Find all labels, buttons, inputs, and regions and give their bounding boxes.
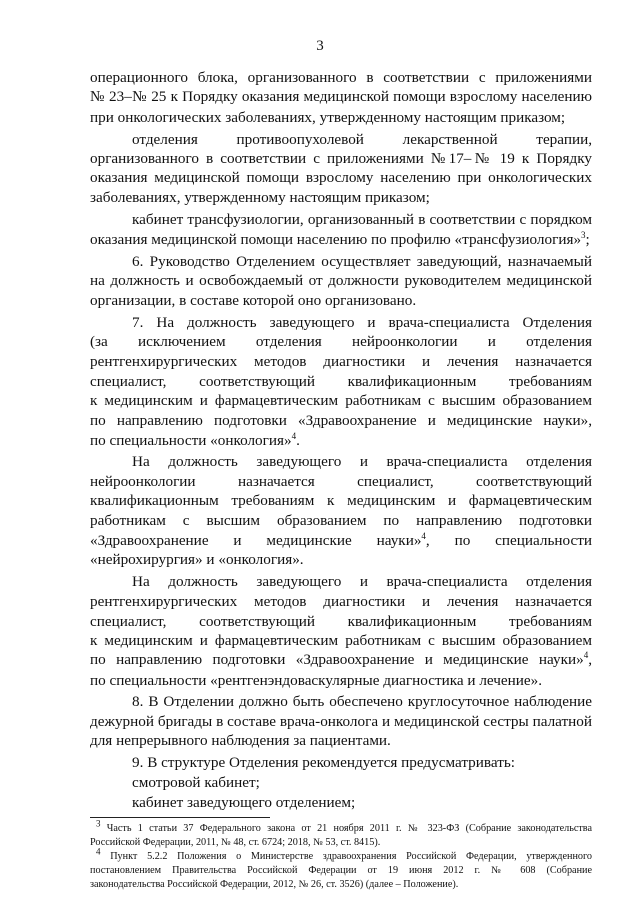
footnote-line: законодательства Российской Федерации, 2012, № 26, ст. 3526) (далее – Положение). bbox=[90, 879, 459, 890]
text-line: (за исключением отделения нейроонкологии и отделения bbox=[90, 333, 592, 350]
footnote-separator bbox=[90, 817, 270, 818]
text-line: смотровой кабинет; bbox=[132, 774, 260, 791]
text-line: оказания медицинской помощи взрослому населению при онкологических bbox=[90, 169, 592, 186]
text-line: дежурной бригады в составе врача-онколога и медицинской сестры палатной bbox=[90, 713, 592, 730]
footnote-line: $^3$ Часть 1 статьи 37 Федерального закона от 21 ноября 2011 г. № 323-ФЗ (Собрание законодательства bbox=[96, 818, 593, 834]
footnote-ref: 3 bbox=[581, 229, 586, 240]
text-line: 6. Руководство Отделением осуществляет заведующий, назначаемый bbox=[132, 253, 592, 270]
text-line: работникам с высшим образованием по направлению подготовки bbox=[90, 512, 592, 529]
text-line: организованного в соответствии с приложениями №17–№ 19 к Порядку bbox=[90, 150, 592, 167]
footnote-line: $^4$ Пункт 5.2.2 Положения о Министерстве здравоохранения Российской Федерации, утвержденного bbox=[96, 846, 593, 862]
text-line: «Здравоохранение и медицинские науки»$^4$, по специальности bbox=[90, 530, 592, 549]
text-line: На должность заведующего и врача-специалиста отделения bbox=[132, 453, 592, 470]
footnote-line: постановлением Правительства Российской Федерации от 19 июня 2012 г. № 608 (Собрание bbox=[90, 865, 592, 876]
text-line: кабинет заведующего отделением; bbox=[132, 794, 356, 811]
text-line: оказания медицинской помощи населению по профилю «трансфузиология»$^3$; bbox=[90, 229, 590, 248]
text-line: при онкологических заболеваниях, утвержденному настоящим приказом; bbox=[90, 109, 566, 126]
footnote-ref: 4 bbox=[583, 649, 589, 660]
text-line: специалист, соответствующий квалификационным требованиям bbox=[90, 613, 592, 630]
text-line: к медицинским и фармацевтическим работникам с высшим образованием bbox=[90, 632, 592, 649]
text-line: квалификационным требованиям к медицинским и фармацевтическим bbox=[90, 492, 592, 509]
footnote-ref: 4 bbox=[291, 430, 297, 441]
text-line: операционного блока, организованного в соответствии с приложениями bbox=[90, 69, 592, 86]
text-line: по специальности «рентгенэндоваскулярные диагностика и лечение». bbox=[90, 672, 543, 689]
text-line: организации, в составе которой оно организовано. bbox=[90, 292, 417, 309]
text-line: специалист, соответствующий квалификационным требованиям bbox=[90, 373, 592, 390]
text-line: по специальности «онкология»$^4$. bbox=[90, 430, 300, 449]
text-line: «нейрохирургия» и «онкология». bbox=[90, 551, 304, 568]
text-line: на должность и освобождаемый от должности руководителем медицинской bbox=[90, 272, 592, 289]
text-line: заболеваниях, утвержденному настоящим приказом; bbox=[90, 189, 430, 206]
footnote-ref: 4 bbox=[421, 530, 426, 541]
text-line: № 23–№ 25 к Порядку оказания медицинской помощи взрослому населению bbox=[90, 88, 592, 105]
text-line: кабинет трансфузиологии, организованный в соответствии с порядком bbox=[132, 211, 592, 228]
text-line: отделения противоопухолевой лекарственной терапии, bbox=[132, 131, 592, 148]
text-line: рентгенхирургических методов диагностики и лечения назначается bbox=[90, 593, 592, 610]
text-line: 7. На должность заведующего и врача-специалиста Отделения bbox=[132, 314, 592, 331]
page-number: 3 bbox=[316, 38, 324, 54]
text-line: 9. В структуре Отделения рекомендуется предусматривать: bbox=[132, 754, 515, 771]
text-line: по направлению подготовки «Здравоохранение и медицинские науки»$^4$, bbox=[90, 649, 592, 668]
text-line: 8. В Отделении должно быть обеспечено круглосуточное наблюдение bbox=[132, 693, 592, 710]
text-line: по направлению подготовки «Здравоохранение и медицинские науки», bbox=[90, 412, 592, 429]
footnote-number: 4 bbox=[96, 846, 101, 857]
text-line: для непрерывного наблюдения за пациентами. bbox=[90, 732, 391, 749]
text-line: На должность заведующего и врача-специалиста отделения bbox=[132, 573, 592, 590]
text-line: нейроонкологии назначается специалист, соответствующий bbox=[90, 473, 592, 490]
text-line: рентгенхирургических методов диагностики и лечения назначается bbox=[90, 353, 592, 370]
footnote-number: 3 bbox=[96, 818, 101, 829]
text-line: к медицинским и фармацевтическим работникам с высшим образованием bbox=[90, 392, 592, 409]
footnote-line: Российской Федерации, 2011, № 48, ст. 6724; 2018, № 53, ст. 8415). bbox=[90, 837, 381, 848]
